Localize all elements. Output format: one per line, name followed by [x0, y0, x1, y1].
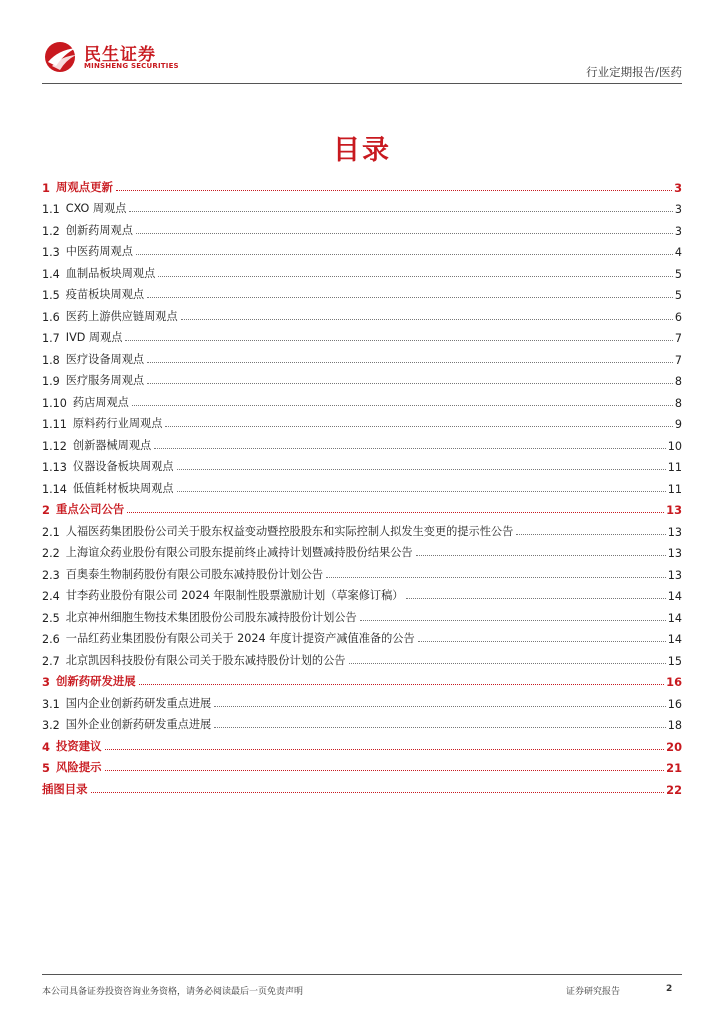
- toc-dot-leader: [360, 620, 666, 621]
- toc-entry-title: 国外企业创新药研发重点进展: [65, 718, 212, 731]
- toc-entry-page: 20: [666, 739, 682, 754]
- toc-entry-number: 2.6: [42, 633, 60, 646]
- toc-entry[interactable]: [42, 173, 682, 195]
- toc-entry-page: 9: [674, 418, 682, 431]
- toc-entry[interactable]: [42, 646, 682, 668]
- toc-entry[interactable]: [42, 324, 682, 346]
- toc-entry-title: 中医药周观点: [65, 245, 133, 258]
- toc-entry-page: 11: [667, 461, 682, 474]
- toc-entry-page: 8: [674, 375, 682, 388]
- table-of-contents: [42, 173, 682, 797]
- toc-dot-leader: [136, 254, 673, 255]
- footer-divider: [42, 974, 682, 975]
- toc-entry[interactable]: [42, 754, 682, 776]
- toc-entry[interactable]: [42, 388, 682, 410]
- toc-entry[interactable]: [42, 496, 682, 518]
- toc-dot-leader: [127, 512, 664, 513]
- toc-dot-leader: [136, 233, 673, 234]
- toc-entry[interactable]: [42, 625, 682, 647]
- toc-entry-number: 1.12: [42, 439, 67, 453]
- report-type: 行业定期报告/医药: [586, 65, 682, 79]
- toc-entry-page: 16: [666, 675, 682, 689]
- toc-entry-page: 13: [667, 547, 682, 560]
- toc-dot-leader: [349, 663, 666, 664]
- toc-entry[interactable]: [42, 431, 682, 453]
- toc-entry-title: 创新器械周观点: [72, 438, 152, 452]
- toc-dot-leader: [177, 469, 666, 470]
- toc-entry-title: 创新药研发进展: [55, 674, 136, 688]
- toc-entry-title: 风险提示: [55, 760, 102, 774]
- toc-dot-leader: [158, 276, 673, 277]
- toc-dot-leader: [105, 770, 665, 771]
- brand-name-cn: 民生证券: [84, 45, 156, 65]
- toc-entry[interactable]: [42, 302, 682, 324]
- toc-entry-title: 疫苗板块周观点: [65, 288, 145, 301]
- toc-entry-page: 15: [667, 654, 682, 668]
- toc-entry-number: 2: [42, 503, 50, 517]
- toc-entry-title: 百奥泰生物制药股份有限公司股东减持股份计划公告: [65, 567, 324, 581]
- toc-entry-number: 1.4: [42, 267, 60, 281]
- page-number: 2: [666, 984, 673, 994]
- toc-entry-page: 14: [667, 633, 682, 646]
- toc-dot-leader: [418, 641, 666, 642]
- toc-entry-page: 5: [674, 267, 682, 281]
- toc-dot-leader: [132, 405, 673, 406]
- toc-entry[interactable]: [42, 689, 682, 711]
- toc-entry-page: 21: [666, 761, 682, 775]
- minsheng-logo: [42, 38, 222, 78]
- toc-entry[interactable]: [42, 603, 682, 625]
- toc-entry-title: 国内企业创新药研发重点进展: [65, 696, 212, 710]
- toc-entry[interactable]: [42, 195, 682, 217]
- toc-entry-page: 22: [666, 782, 682, 797]
- toc-dot-leader: [177, 491, 666, 492]
- toc-entry-page: 8: [674, 396, 682, 410]
- toc-entry-page: 18: [667, 719, 682, 732]
- toc-entry-number: 1.3: [42, 246, 60, 259]
- toc-entry-number: 1.5: [42, 289, 60, 302]
- toc-entry-title: 医疗设备周观点: [65, 352, 145, 366]
- toc-entry-number: 3.1: [42, 697, 60, 711]
- page-title: 目录: [333, 135, 391, 166]
- toc-entry-number: 1.8: [42, 353, 60, 367]
- toc-entry-page: 7: [674, 332, 682, 345]
- toc-entry-page: 3: [674, 203, 682, 216]
- toc-entry[interactable]: [42, 259, 682, 281]
- toc-entry-title: 投资建议: [55, 738, 102, 753]
- toc-entry-number: 1.2: [42, 224, 60, 238]
- toc-entry-number: 2.2: [42, 547, 60, 560]
- toc-entry[interactable]: [42, 453, 682, 475]
- toc-dot-leader: [516, 534, 665, 535]
- toc-entry-number: 2.7: [42, 654, 60, 668]
- minsheng-logo-icon: [42, 40, 80, 74]
- toc-entry[interactable]: [42, 474, 682, 496]
- toc-entry-page: 7: [674, 353, 682, 367]
- toc-entry-title: 仪器设备板块周观点: [72, 460, 174, 473]
- toc-dot-leader: [129, 211, 672, 212]
- toc-entry[interactable]: [42, 216, 682, 238]
- toc-entry-number: 1.1: [42, 203, 60, 216]
- toc-entry[interactable]: [42, 539, 682, 561]
- toc-entry-number: 4: [42, 739, 50, 754]
- toc-entry-number: 1.9: [42, 375, 60, 388]
- toc-entry[interactable]: [42, 711, 682, 733]
- toc-entry-title: CXO 周观点: [65, 202, 127, 215]
- toc-entry[interactable]: [42, 238, 682, 260]
- toc-entry-page: 5: [674, 289, 682, 302]
- toc-entry-number: 3.2: [42, 719, 60, 732]
- toc-entry-title: 药店周观点: [72, 395, 129, 409]
- toc-entry-number: 1.11: [42, 418, 67, 431]
- toc-entry-page: 16: [667, 697, 682, 711]
- toc-dot-leader: [154, 448, 666, 449]
- toc-entry-page: 13: [667, 568, 682, 582]
- toc-entry-number: 5: [42, 761, 50, 775]
- toc-entry-title: 低值耗材板块周观点: [72, 481, 174, 495]
- toc-dot-leader: [147, 383, 673, 384]
- toc-entry-title: 血制品板块周观点: [65, 266, 156, 280]
- toc-entry-page: 14: [667, 590, 682, 603]
- toc-entry-number: 1.10: [42, 396, 67, 410]
- toc-dot-leader: [165, 426, 672, 427]
- toc-entry-title: 北京神州细胞生物技术集团股份公司股东减持股份计划公告: [65, 610, 357, 624]
- toc-dot-leader: [147, 362, 673, 363]
- toc-dot-leader: [105, 749, 665, 750]
- header-divider: [42, 83, 682, 84]
- toc-entry[interactable]: [42, 582, 682, 604]
- toc-entry-number: 2.5: [42, 611, 60, 625]
- toc-entry-page: 3: [674, 224, 682, 238]
- toc-entry-title: 插图目录: [42, 781, 88, 796]
- toc-dot-leader: [91, 792, 665, 793]
- toc-entry[interactable]: [42, 775, 682, 797]
- toc-entry-title: 创新药周观点: [65, 223, 133, 237]
- toc-dot-leader: [116, 190, 672, 191]
- toc-entry[interactable]: [42, 560, 682, 582]
- toc-entry-number: 3: [42, 675, 50, 689]
- toc-entry-page: 11: [667, 482, 682, 496]
- toc-entry[interactable]: [42, 410, 682, 432]
- toc-entry-page: 6: [674, 310, 682, 324]
- toc-dot-leader: [181, 319, 673, 320]
- toc-entry-title: 人福医药集团股份公司关于股东权益变动暨控股股东和实际控制人拟发生变更的提示性公告: [65, 524, 514, 538]
- toc-entry-number: 1.14: [42, 482, 67, 496]
- toc-dot-leader: [214, 706, 666, 707]
- toc-entry[interactable]: [42, 367, 682, 389]
- toc-dot-leader: [147, 297, 673, 298]
- toc-dot-leader: [406, 598, 665, 599]
- footer-label: 证券研究报告: [566, 987, 621, 997]
- toc-dot-leader: [125, 340, 672, 341]
- toc-entry[interactable]: [42, 732, 682, 754]
- toc-entry-title: 一品红药业集团股份有限公司关于 2024 年度计提资产减值准备的公告: [65, 632, 415, 645]
- toc-entry[interactable]: [42, 517, 682, 539]
- toc-entry-number: 1.6: [42, 310, 60, 324]
- toc-entry-title: 周观点更新: [55, 179, 113, 194]
- toc-entry-number: 1.13: [42, 461, 67, 474]
- toc-entry[interactable]: [42, 281, 682, 303]
- toc-entry-number: 1: [42, 180, 50, 195]
- toc-dot-leader: [416, 555, 666, 556]
- toc-entry-title: 原料药行业周观点: [72, 417, 163, 430]
- page-header: [42, 38, 682, 84]
- toc-entry[interactable]: [42, 345, 682, 367]
- toc-entry-number: 2.4: [42, 590, 60, 603]
- toc-entry-page: 3: [674, 180, 682, 195]
- toc-entry-title: IVD 周观点: [65, 331, 123, 344]
- toc-entry-page: 13: [666, 503, 682, 517]
- toc-entry-page: 10: [667, 439, 682, 453]
- toc-entry-number: 1.7: [42, 332, 60, 345]
- toc-entry-title: 重点公司公告: [55, 502, 125, 516]
- toc-dot-leader: [139, 684, 664, 685]
- toc-entry-title: 上海谊众药业股份有限公司股东提前终止减持计划暨减持股份结果公告: [65, 546, 413, 559]
- toc-entry-title: 北京凯因科技股份有限公司关于股东减持股份计划的公告: [65, 653, 346, 667]
- toc-entry-page: 14: [667, 611, 682, 625]
- toc-dot-leader: [214, 727, 666, 728]
- toc-entry-page: 4: [674, 246, 682, 259]
- footer-disclaimer: 本公司具备证券投资咨询业务资格，请务必阅读最后一页免责声明: [42, 987, 304, 997]
- toc-entry-number: 2.1: [42, 525, 60, 539]
- toc-entry-title: 医药上游供应链周观点: [65, 309, 178, 323]
- toc-entry-number: 2.3: [42, 568, 60, 582]
- toc-entry-title: 甘李药业股份有限公司 2024 年限制性股票激励计划（草案修订稿）: [65, 589, 404, 602]
- toc-entry[interactable]: [42, 668, 682, 690]
- toc-entry-page: 13: [667, 525, 682, 539]
- toc-entry-title: 医疗服务周观点: [65, 374, 145, 387]
- toc-dot-leader: [326, 577, 666, 578]
- brand-name-en: MINSHENG SECURITIES: [84, 62, 179, 70]
